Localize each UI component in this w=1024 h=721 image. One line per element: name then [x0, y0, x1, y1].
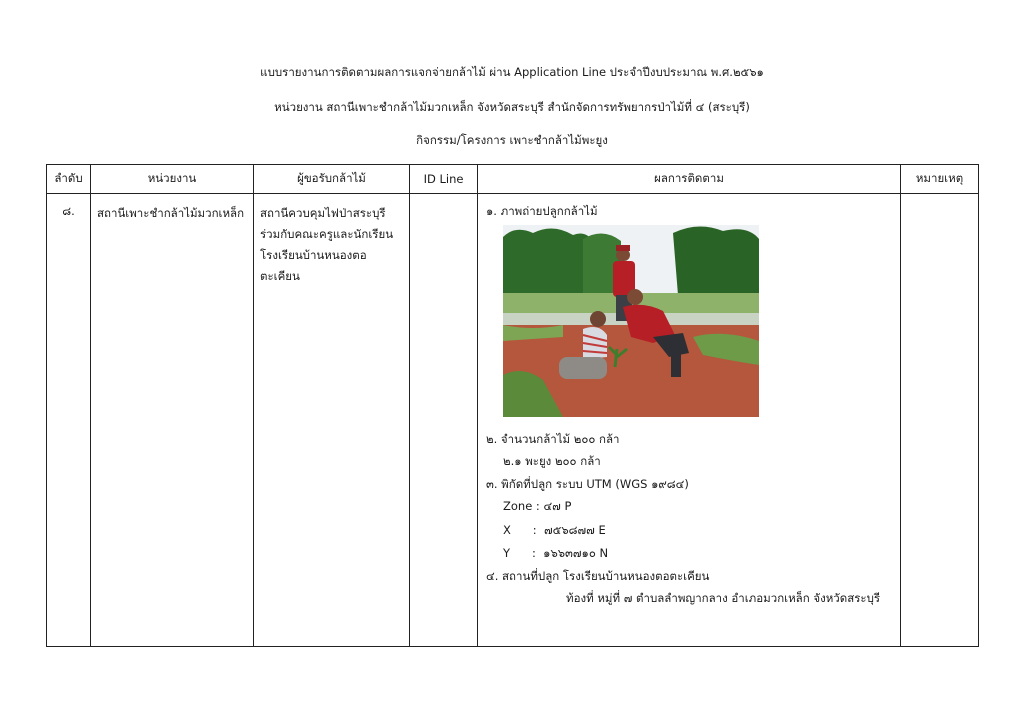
x-value: X : ๗๕๖๘๗๗ E [503, 523, 606, 537]
place-detail: ท้องที่ หมู่ที่ ๗ ตำบลลำพญากลาง อำเภอมวกเหล็ก จังหวัดสระบุรี [566, 591, 881, 605]
zone-value: Zone : ๔๗ P [503, 499, 572, 513]
unit-line: หน่วยงาน สถานีเพาะชำกล้าไม้มวกเหล็ก จังหวัดสระบุรี สำนักจัดการทรัพยากรป่าไม้ที่ ๔ (สระบุรี) [274, 100, 750, 114]
recipient-line: โรงเรียนบ้านหนองตอตะเคียน [260, 248, 367, 283]
photo-illustration [503, 225, 759, 417]
recipient-cell [254, 194, 410, 647]
idline-cell [410, 194, 478, 647]
count-heading: ๒. จำนวนกล้าไม้ ๒๐๐ กล้า [486, 432, 620, 446]
recipient-value [254, 194, 409, 296]
report-title: แบบรายงานการติดตามผลการแจกจ่ายกล้าไม้ ผ่าน Application Line ประจำปีงบประมาณ พ.ศ.๒๕๖๑ [260, 65, 764, 79]
col-recipient-header: ผู้ขอรับกล้าไม้ [254, 165, 410, 194]
order-cell [47, 194, 91, 647]
agency-cell [91, 194, 254, 647]
table-header-row [47, 165, 979, 194]
col-order-header: ลำดับ [47, 165, 91, 194]
remark-cell [901, 194, 979, 647]
recipient-line: สถานีควบคุมไฟป่าสระบุรี [260, 206, 386, 220]
agency-value: สถานีเพาะชำกล้าไม้มวกเหล็ก [97, 206, 245, 220]
col-agency-header: หน่วยงาน [91, 165, 254, 194]
photo-heading: ๑. ภาพถ่ายปลูกกล้าไม้ [486, 204, 598, 218]
y-value: Y : ๑๖๖๓๗๑๐ N [503, 546, 609, 560]
count-detail: ๒.๑ พะยูง ๒๐๐ กล้า [503, 454, 601, 468]
place-heading: ๔. สถานที่ปลูก โรงเรียนบ้านหนองตอตะเคียน [486, 569, 710, 583]
coord-heading: ๓. พิกัดที่ปลูก ระบบ UTM (WGS ๑๙๘๔) [486, 477, 689, 491]
recipient-line: ร่วมกับคณะครูและนักเรียน [260, 227, 394, 241]
report-table [46, 164, 979, 647]
project-line: กิจกรรม/โครงการ เพาะชำกล้าไม้พะยูง [416, 133, 608, 147]
col-remark-header: หมายเหตุ [901, 165, 979, 194]
col-idline-header: ID Line [410, 165, 478, 194]
tree-planting-photo [503, 225, 759, 417]
col-result-header: ผลการติดตาม [478, 165, 901, 194]
table-row [47, 194, 979, 647]
result-cell [478, 194, 901, 647]
order-value: ๘. [62, 204, 75, 218]
